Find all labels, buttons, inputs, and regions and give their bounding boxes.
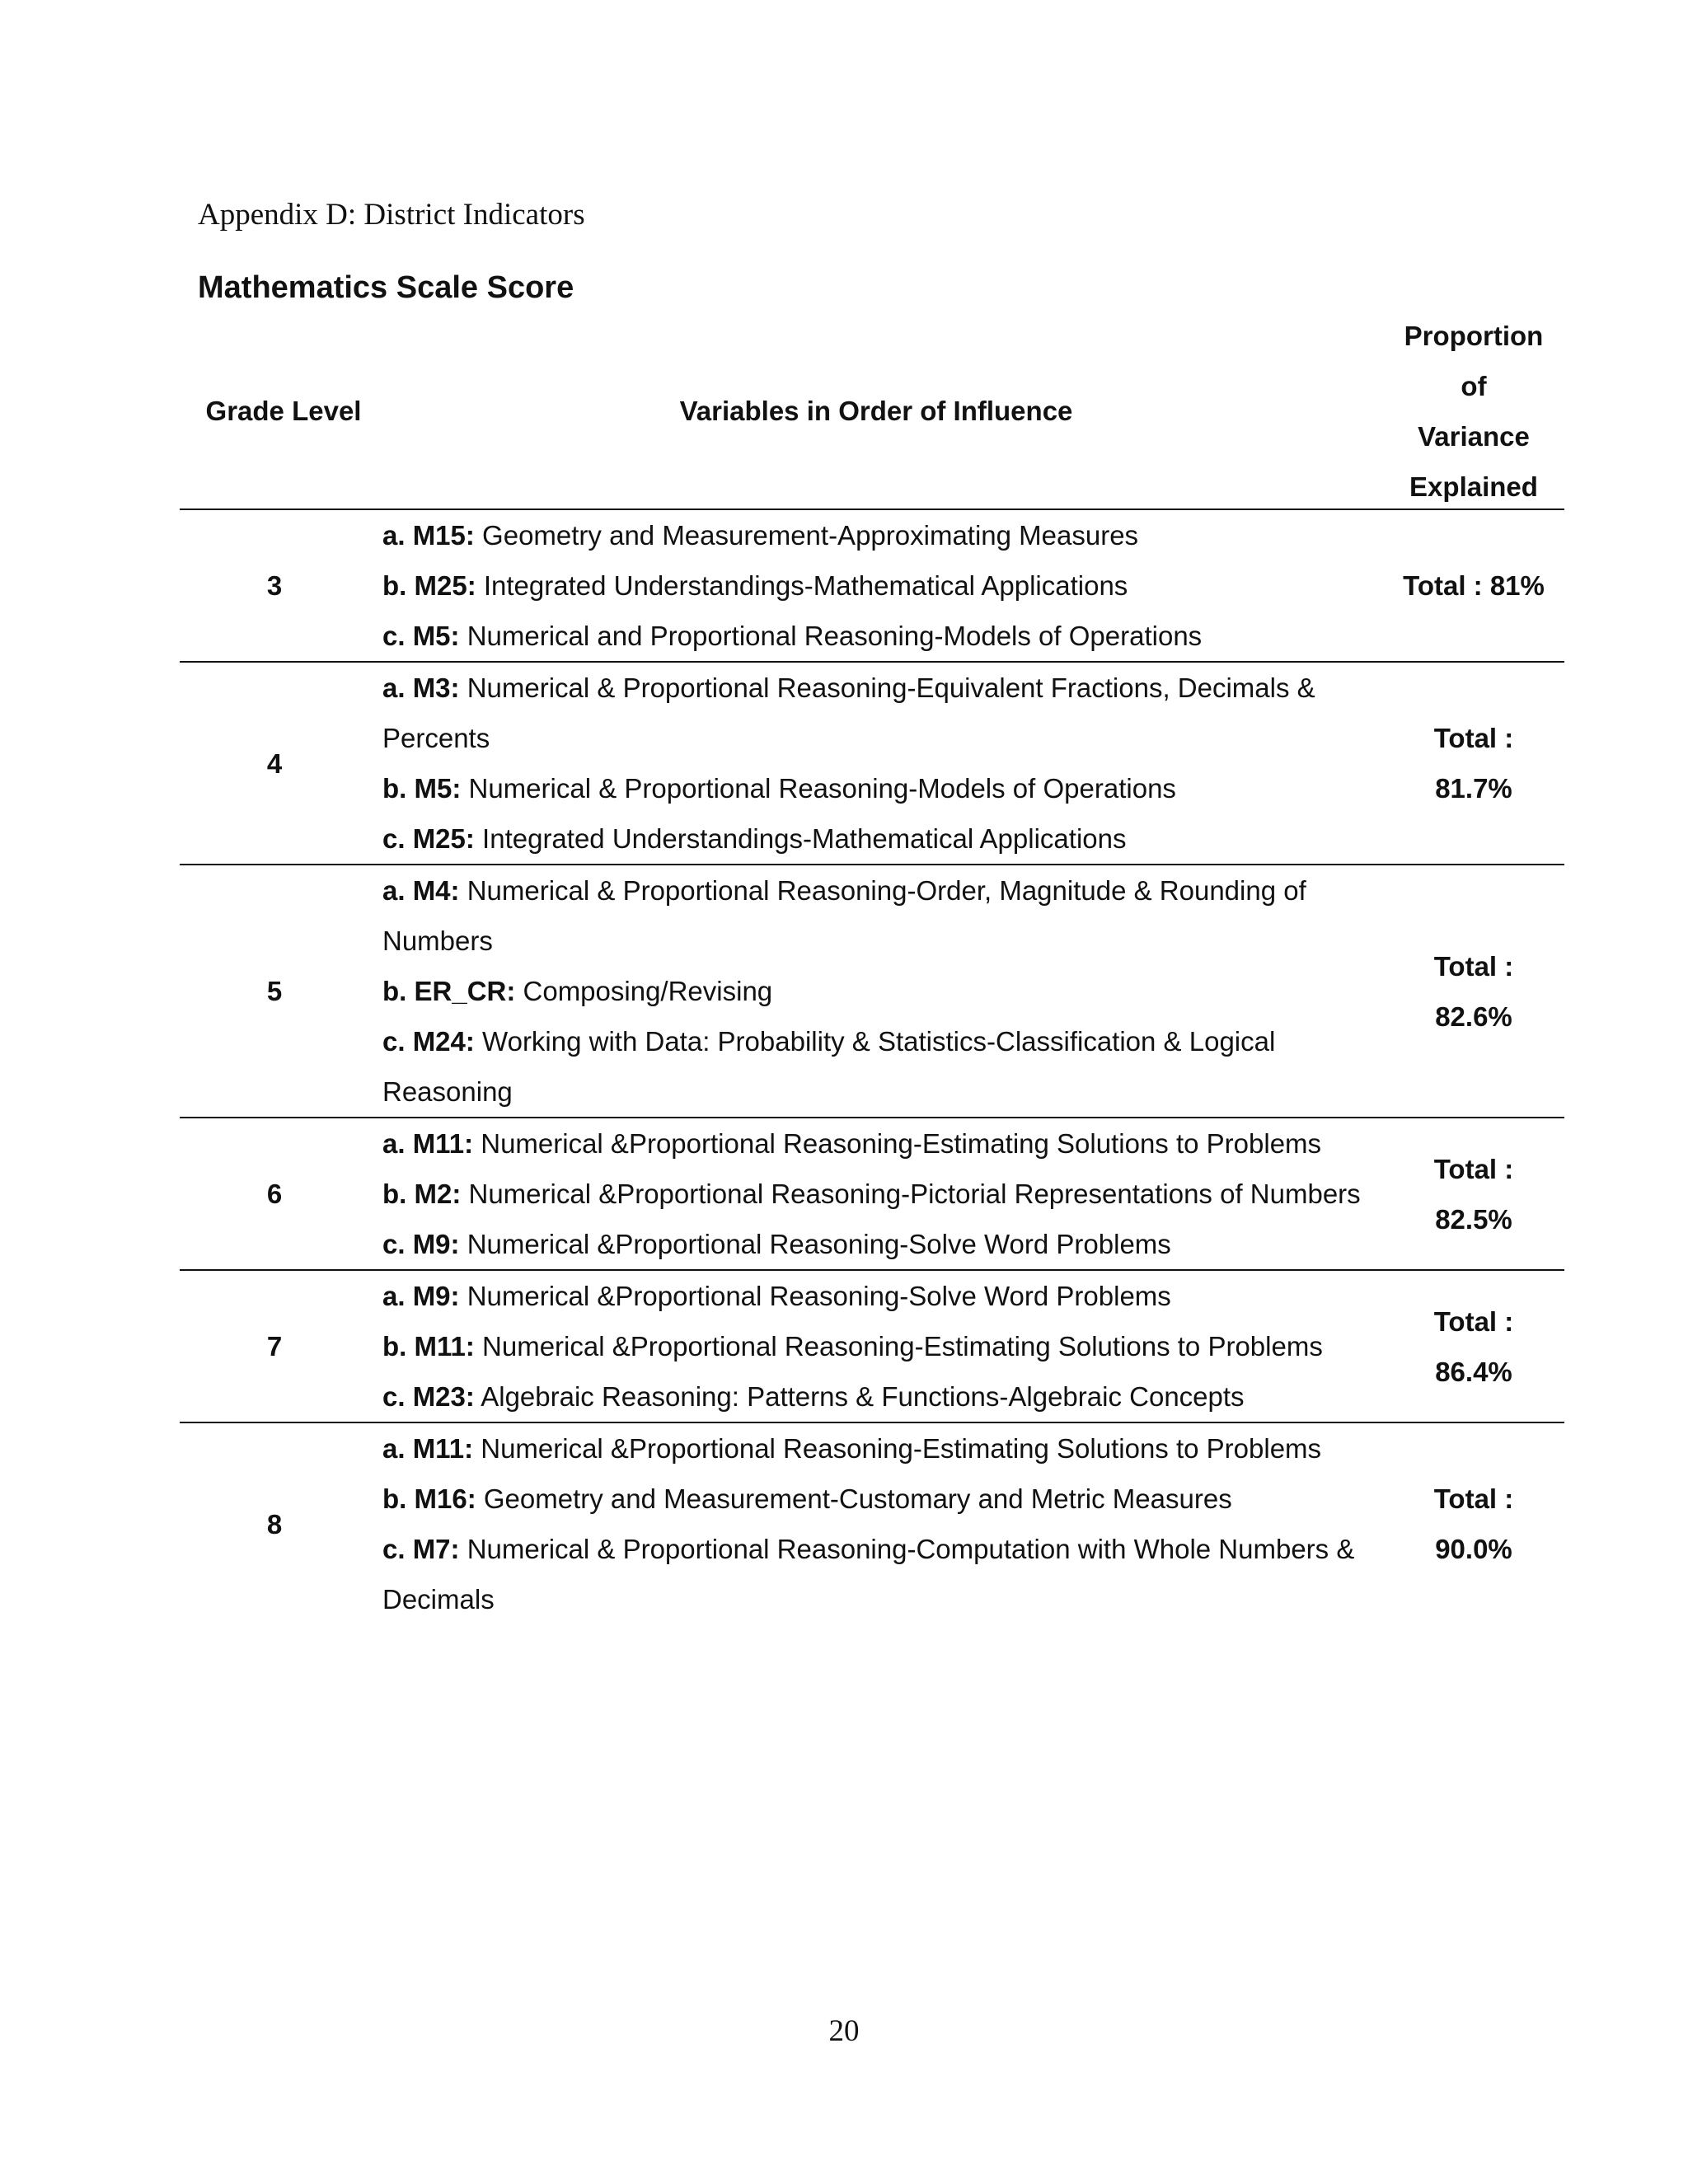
variable-item: [382, 1321, 1383, 1371]
variables-cell: [369, 865, 1383, 1117]
variable-code: a. M9:: [382, 1281, 460, 1311]
header-proportion-line: of: [1461, 370, 1487, 401]
header-proportion-line: Explained: [1409, 471, 1538, 502]
variance-total-cell: [1383, 713, 1564, 813]
variable-item: [382, 1423, 1383, 1474]
table-row: [180, 663, 1564, 865]
variance-total-line: 82.6%: [1435, 1001, 1512, 1032]
variable-description: Working with Data: Probability & Statistics-Classification & Logical Reasoning: [382, 1026, 1276, 1107]
table-header-row: [180, 313, 1564, 510]
table-body: [180, 510, 1564, 1624]
variance-total-cell: [1383, 560, 1564, 611]
variable-code: b. M11:: [382, 1331, 475, 1361]
variable-item: [382, 1016, 1383, 1117]
variable-code: b. M25:: [382, 570, 476, 601]
variable-item: [382, 1169, 1383, 1219]
variable-code: c. M5:: [382, 621, 460, 651]
variable-description: Numerical & Proportional Reasoning-Order, Magnitude & Rounding of Numbers: [382, 875, 1306, 956]
variance-total-line: Total :: [1433, 950, 1514, 982]
variable-code: a. M11:: [382, 1433, 474, 1464]
header-proportion-line: Variance: [1418, 420, 1530, 452]
variable-description: Numerical &Proportional Reasoning-Solve Word Problems: [459, 1281, 1171, 1311]
variable-item: [382, 1219, 1383, 1269]
variable-description: Numerical & Proportional Reasoning-Models of Operations: [461, 773, 1176, 804]
variable-description: Numerical & Proportional Reasoning-Computation with Whole Numbers & Decimals: [382, 1534, 1355, 1615]
variance-total-line: Total : 81%: [1403, 570, 1545, 601]
appendix-title: Appendix D: District Indicators: [198, 198, 585, 232]
variable-description: Numerical &Proportional Reasoning-Pictorial Representations of Numbers: [461, 1179, 1361, 1209]
variable-code: c. M25:: [382, 823, 475, 854]
variable-item: [382, 1118, 1383, 1169]
variance-total-line: Total :: [1433, 1305, 1514, 1337]
variance-total-line: Total :: [1433, 723, 1514, 753]
variable-item: [382, 611, 1383, 661]
variable-description: Integrated Understandings-Mathematical Applications: [476, 570, 1128, 601]
variable-description: Geometry and Measurement-Approximating Measures: [474, 520, 1139, 551]
variable-item: [382, 1371, 1383, 1422]
header-proportion-line: Proportion: [1404, 320, 1544, 351]
grade-level-cell: 7: [266, 1331, 283, 1361]
grade-level-cell: 4: [266, 748, 283, 779]
variable-description: Numerical &Proportional Reasoning-Estimating Solutions to Problems: [474, 1331, 1323, 1361]
variable-code: b. M16:: [382, 1483, 476, 1514]
header-grade-level: Grade Level: [205, 396, 362, 426]
variance-total-cell: [1383, 1296, 1564, 1397]
variance-total-cell: [1383, 1144, 1564, 1244]
table-row: [180, 510, 1564, 663]
variance-total-line: Total :: [1433, 1483, 1514, 1514]
variable-item: [382, 966, 1383, 1016]
variables-cell: [369, 1423, 1383, 1624]
page-number: 20: [828, 2014, 860, 2048]
section-title: Mathematics Scale Score: [198, 270, 574, 305]
variable-description: Composing/Revising: [515, 976, 773, 1006]
variance-total-line: 90.0%: [1435, 1534, 1512, 1564]
variable-code: a. M3:: [382, 673, 460, 703]
variable-code: a. M11:: [382, 1128, 474, 1159]
variables-cell: [369, 1271, 1383, 1422]
variable-code: b. M2:: [382, 1179, 462, 1209]
variance-total-line: 82.5%: [1435, 1203, 1512, 1235]
table-row: [180, 865, 1564, 1118]
grade-level-cell: 3: [266, 570, 283, 601]
header-proportion: [1383, 311, 1564, 512]
table-row: [180, 1118, 1564, 1271]
variable-code: c. M23:: [382, 1381, 475, 1412]
table-row: [180, 1271, 1564, 1423]
variable-code: a. M4:: [382, 875, 460, 906]
variables-cell: [369, 663, 1383, 864]
variable-code: a. M15:: [382, 520, 475, 551]
grade-level-cell: 6: [266, 1179, 283, 1209]
variable-description: Integrated Understandings-Mathematical Applications: [474, 823, 1127, 854]
variance-total-line: 81.7%: [1435, 773, 1512, 804]
variance-total-line: Total :: [1433, 1153, 1514, 1184]
variable-description: Algebraic Reasoning: Patterns & Functions-Algebraic Concepts: [474, 1381, 1245, 1412]
variable-item: [382, 865, 1383, 966]
grade-level-cell: 8: [266, 1508, 283, 1540]
district-indicators-table: [180, 313, 1564, 1624]
variable-code: c. M9:: [382, 1229, 460, 1259]
variable-item: [382, 813, 1383, 864]
variable-code: c. M24:: [382, 1026, 475, 1057]
variable-item: [382, 560, 1383, 611]
variance-total-line: 86.4%: [1435, 1356, 1512, 1387]
variable-code: c. M7:: [382, 1534, 460, 1564]
variable-description: Numerical &Proportional Reasoning-Solve Word Problems: [459, 1229, 1171, 1259]
grade-level-cell: 5: [266, 976, 283, 1006]
variance-total-cell: [1383, 1474, 1564, 1574]
table-row: [180, 1423, 1564, 1624]
header-variables: Variables in Order of Influence: [679, 396, 1073, 426]
variance-total-cell: [1383, 941, 1564, 1042]
variable-description: Numerical &Proportional Reasoning-Estimating Solutions to Problems: [473, 1128, 1322, 1159]
variable-item: [382, 663, 1383, 763]
variables-cell: [369, 1118, 1383, 1269]
variable-description: Numerical &Proportional Reasoning-Estimating Solutions to Problems: [473, 1433, 1322, 1464]
variable-description: Numerical & Proportional Reasoning-Equivalent Fractions, Decimals & Percents: [382, 673, 1315, 753]
variable-code: b. M5:: [382, 773, 462, 804]
variable-description: Geometry and Measurement-Customary and Metric Measures: [476, 1483, 1232, 1514]
variable-item: [382, 510, 1383, 560]
variable-code: b. ER_CR:: [382, 976, 516, 1006]
variable-item: [382, 763, 1383, 813]
variable-description: Numerical and Proportional Reasoning-Models of Operations: [459, 621, 1203, 651]
variable-item: [382, 1524, 1383, 1624]
variables-cell: [369, 510, 1383, 661]
variable-item: [382, 1474, 1383, 1524]
variable-item: [382, 1271, 1383, 1321]
